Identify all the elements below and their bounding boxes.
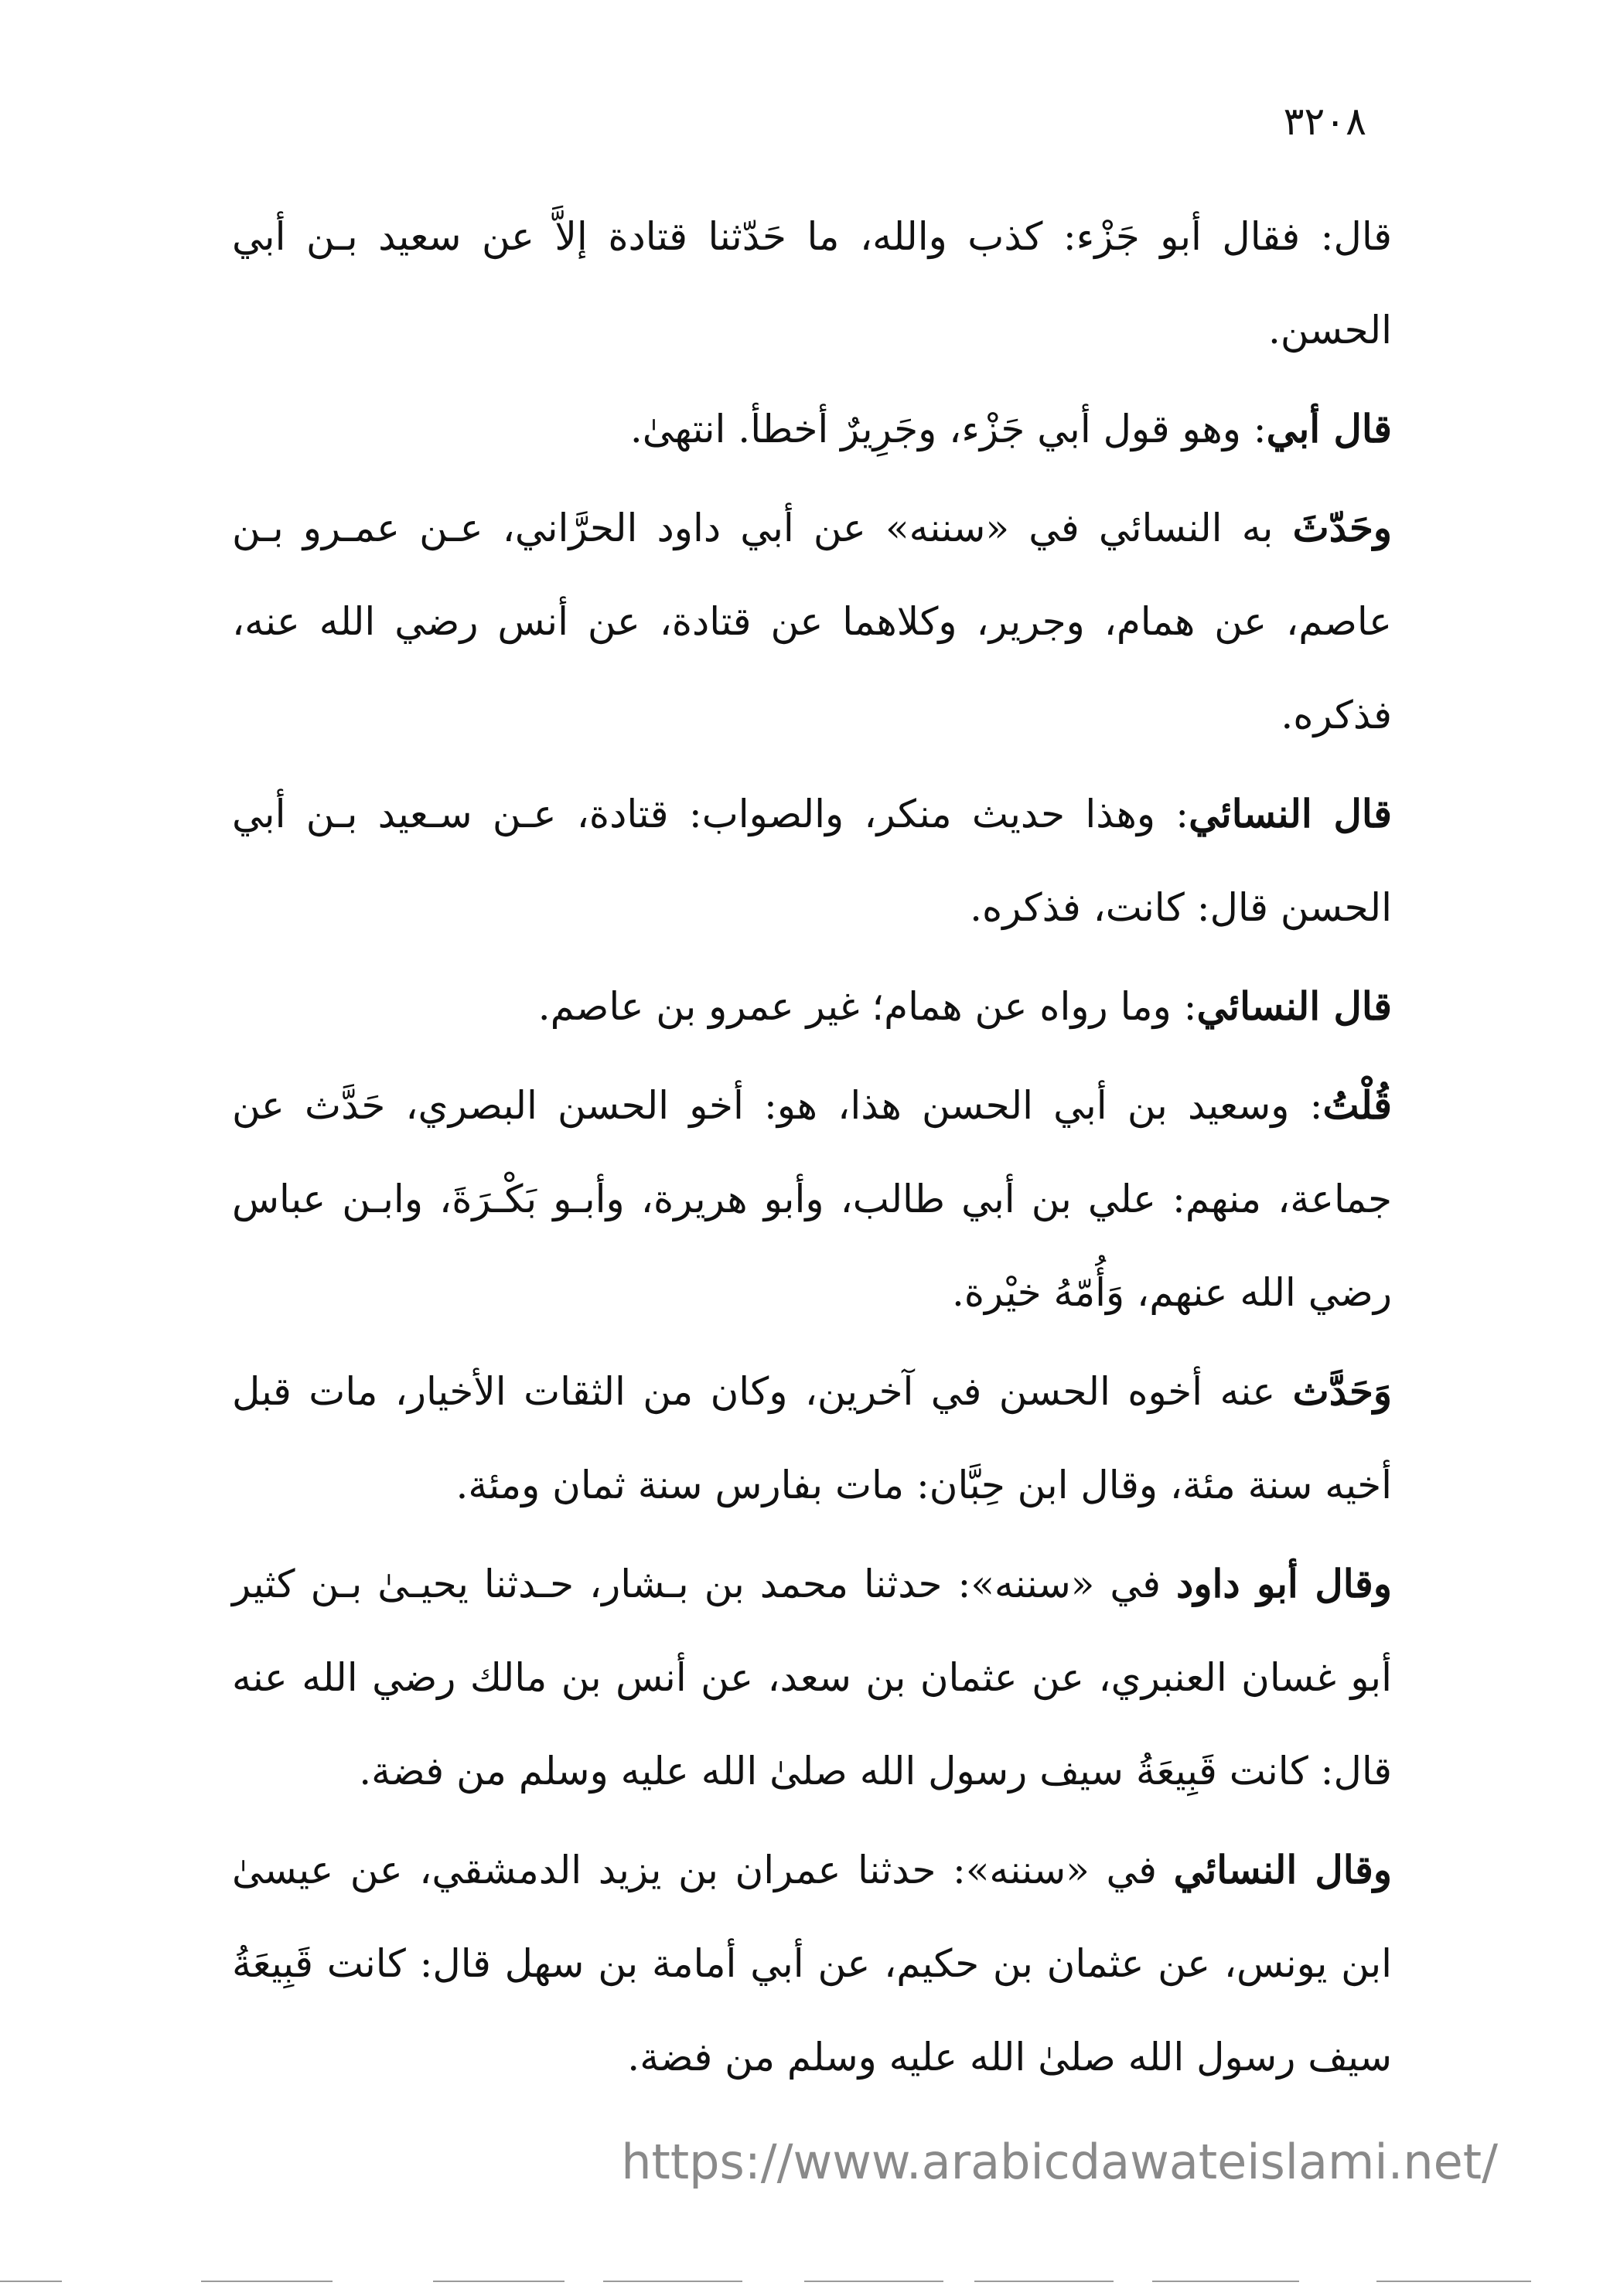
paragraph-lead: وَحَدَّث [1292,1368,1392,1414]
paragraph-text: قال: فقال أبو جَزْء: كذب والله، ما حَدّثنا قتادة إلاَّ عن سعيد بـن أبي الحسن. [232,214,1392,353]
paragraph-6 [232,1058,1392,1340]
paragraph-lead: قُلْتُ [1322,1082,1392,1128]
paragraph-text: : وما رواه عن همام؛ غير عمرو بن عاصم. [537,984,1197,1029]
paragraph-2 [232,382,1392,476]
paragraph-lead: قال النسائي [1196,983,1392,1029]
page-body [232,189,1392,2104]
paragraph-8 [232,1537,1392,1818]
paragraph-9 [232,1823,1392,2104]
footer-rule [974,2281,1114,2282]
footer-rule [1376,2281,1531,2282]
footer-rule [201,2281,333,2282]
paragraph-7 [232,1344,1392,1532]
paragraph-text: : وسعيد بن أبي الحسن هذا، هو: أخو الحسن البصري، حَدَّث عن جماعة، منهم: علي بن أبي طالب، وأبو هريرة، وأبـو بَكْـرَةَ، وابـن عباس رضي الله عنهم، وَأُمّهُ خيْرة. [232,1083,1392,1315]
footer-rule [603,2281,742,2282]
page-number: ٣٢٠٨ [1283,99,1366,144]
paragraph-lead: وقال أبو داود [1176,1561,1392,1606]
paragraph-lead: وحَدّثَ [1292,505,1392,550]
paragraph-1 [232,189,1392,377]
paragraph-5 [232,959,1392,1054]
paragraph-text: في «سننه»: حدثنا عمران بن يزيد الدمشقي، عن عيسىٰ ابن يونس، عن عثمان بن حكيم، عن أبي أمامة بن سهل قال: كانت قَبِيعَةُ سيف رسول الله صلىٰ الله عليه وسلم من فضة. [232,1848,1392,2080]
footer-rule [433,2281,565,2282]
paragraph-text: : وهو قول أبي جَزْء، وجَرِيرٌ أخطأ. انتهىٰ. [629,407,1267,451]
source-url: https://www.arabicdawateislami.net/ [621,2134,1498,2190]
paragraph-lead: قال أبي [1266,406,1392,451]
paragraph-lead: قال النسائي [1189,791,1393,836]
footer-rule [804,2281,943,2282]
paragraph-text: عنه أخوه الحسن في آخرين، وكان من الثقات الأخيار، مات قبل أخيه سنة مئة، وقال ابن حِبَّان: مات بفارس سنة ثمان ومئة. [232,1369,1392,1507]
footer-rule [0,2281,62,2282]
paragraph-lead: وقال النسائي [1173,1847,1392,1892]
paragraph-text: به النسائي في «سننه» عن أبي داود الحرَّاني، عـن عمـرو بـن عاصم، عن همام، وجرير، وكلاهما عن قتادة، عن أنس رضي الله عنه، فذكره. [232,506,1392,738]
paragraph-4 [232,767,1392,955]
paragraph-3 [232,481,1392,762]
paragraph-text: في «سننه»: حدثنا محمد بن بـشار، حـدثنا يحيـىٰ بـن كثير أبو غسان العنبري، عن عثمان بن سعد، عن أنس بن مالك رضي الله عنه قال: كانت قَبِيعَةُ سيف رسول الله صلىٰ الله عليه وسلم من فضة. [232,1562,1392,1794]
paragraph-text: : وهذا حديث منكر، والصواب: قتادة، عـن سـعيد بـن أبي الحسن قال: كانت، فذكره. [232,792,1392,930]
footer-rule [1152,2281,1299,2282]
